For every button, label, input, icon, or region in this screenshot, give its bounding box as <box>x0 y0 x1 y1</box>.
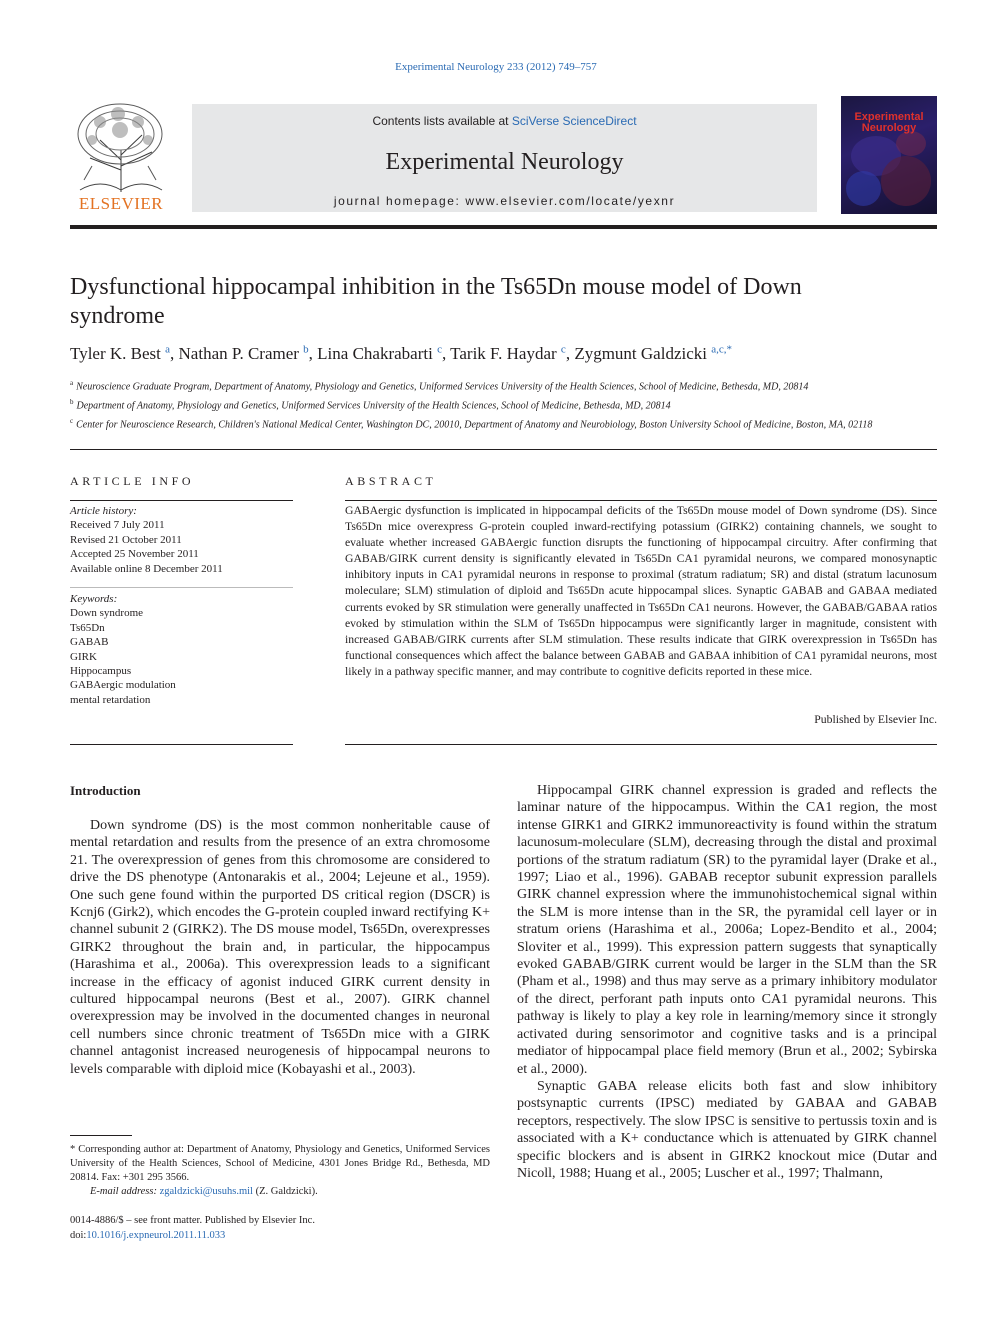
author: Lina Chakrabarti $^c$, <box>317 343 451 363</box>
history-accepted: Accepted 25 November 2011 <box>70 548 199 561</box>
keyword: Hippocampus <box>70 665 132 678</box>
author: Tarik F. Haydar $^c$, <box>450 343 575 363</box>
corresponding-author-footnote <box>70 1143 490 1199</box>
email-suffix: (Z. Galdzicki). <box>255 1186 318 1197</box>
affiliation-rule <box>70 449 937 450</box>
doi-link[interactable]: 10.1016/j.expneurol.2011.11.033 <box>86 1230 226 1241</box>
history-label: Article history: <box>70 505 137 517</box>
journal-name: Experimental Neurology <box>385 149 624 175</box>
abstract-heading: ABSTRACT <box>345 474 437 488</box>
contents-line <box>192 114 817 128</box>
issn-block <box>70 1213 315 1243</box>
left-column <box>70 817 490 1078</box>
affiliation: $^b$ Department of Anatomy, Physiology and Genetics, Uniformed Services University of the Health Sciences, School of Medicine, Bethesda, MD, 20814 <box>70 397 671 412</box>
keyword: GIRK <box>70 650 97 663</box>
sciencedirect-link[interactable]: SciVerse ScienceDirect <box>511 114 637 128</box>
journal-citation[interactable]: Experimental Neurology 233 (2012) 749–757 <box>395 61 597 73</box>
author: Zygmunt Galdzicki $^{a,c,*}$ <box>574 343 732 363</box>
cover-title: Experimental Neurology <box>854 111 924 134</box>
body-paragraph: Down syndrome (DS) is the most common nonheritable cause of mental retardation and results from the presence of an extra chromosome 21. The overexpression of genes from this chromosome are considered to drive the DS phenotype (Antonarakis et al., 2004; Lejeune et al., 1959). One such gene found within the purported DS critical region (DSCR) is Kcnj6 (Girk2), which encodes the G-protein coupled inward rectifying K+ channel subunit 2 (GIRK2). The DS mouse model, Ts65Dn, overexpresses GIRK2 throughout the brain and, in particular, the hippocampus (Harashima et al., 2006a). This overexpression leads to a significant increase in the efficacy of agonist induced GIRK current density in cultured hippocampal neurons (Best et al., 2007). GIRK channel overexpression may be involved in the documented changes in neuronal cell numbers since chronic treatment of Ts65Dn mice with a GIRK channel antagonist increased neurogenesis of hippocampal neurons to levels comparable with diploid mice (Kobayashi et al., 2003). <box>70 818 490 1077</box>
corresponding-text: * Corresponding author at: Department of Anatomy, Physiology and Genetics, Uniformed Services University of the Health Sciences, School of Medicine, 4301 Jones Bridge Rd., Bethesda, MD 20814. Fax: +301 295 3566. <box>70 1144 490 1183</box>
journal-banner <box>192 104 817 212</box>
body-paragraph: Hippocampal GIRK channel expression is graded and reflects the laminar nature of the hippocampus. Within the CA1 region, the most intense GIRK1 and GIRK2 immunoreactivity is found within the stratum lacunosum-moleculare (SLM), decreasing through the distal and proximal portions of the stratum radiatum (SR) to the pyramidal layer (Drake et al., 1997; Liao et al., 1996). GABAB receptor subunit expression parallels GIRK channel expression where the immunohistochemical signal within the SLM is more intense than in the SR, the pyramidal cell layer or in stratum oriens (Harashima et al., 2006a; Lopez-Bendito et al., 2004; Sloviter et al., 1999). This expression pattern suggests that synaptically evoked GABAB/GIRK current would be larger in the SLM than the SR (Pham et al., 1998) and thus may serve as a primary inhibitory modulator of the direct, perforant path inputs onto CA1 pyramidal neurons. This pathway is likely to play a key role in learning/memory since it strongly activated during sensorimotor and cognitive tasks and is a principal mediator of hippocampal place field memory (Brun et al., 2002; Sybirska et al., 2000). <box>517 783 937 1077</box>
right-column <box>517 782 937 1182</box>
contents-prefix: Contents lists available at <box>372 114 512 128</box>
footnote-rule <box>70 1135 132 1136</box>
info-bottom-rule <box>70 744 293 745</box>
article-info-rule <box>70 500 293 501</box>
header-rule <box>70 225 937 229</box>
keyword: Down syndrome <box>70 607 144 620</box>
affiliations <box>70 376 937 432</box>
abstract-rule <box>345 500 937 501</box>
elsevier-wordmark: ELSEVIER <box>78 194 164 213</box>
affiliation: $^a$ Neuroscience Graduate Program, Department of Anatomy, Physiology and Genetics, Uniformed Services University of the Health Sciences, School of Medicine, Bethesda, MD, 20814 <box>70 379 809 393</box>
author: Nathan P. Cramer $^b$, <box>178 343 318 363</box>
article-info-heading: ARTICLE INFO <box>70 474 195 488</box>
journal-homepage-link[interactable]: journal homepage: www.elsevier.com/locate/yexnr <box>333 194 676 208</box>
doi-line: doi:10.1016/j.expneurol.2011.11.033 <box>70 1230 226 1241</box>
keyword: mental retardation <box>70 693 151 706</box>
keywords-rule <box>70 587 293 588</box>
article-title: Dysfunctional hippocampal inhibition in the Ts65Dn mouse model of Down syndrome <box>70 274 802 329</box>
keywords <box>70 592 176 707</box>
keyword: GABAergic modulation <box>70 679 176 692</box>
author-list <box>70 343 937 364</box>
published-by: Published by Elsevier Inc. <box>814 713 937 726</box>
keyword: Ts65Dn <box>70 621 105 634</box>
abstract-text: GABAergic dysfunction is implicated in hippocampal deficits of the Ts65Dn mouse model of Down syndrome (DS). Since Ts65Dn mice overexpress G-protein coupled inward-rectifying potassium (GIRK2) containing channels, we sought to evaluate whether increased GABAergic function disrupts the functioning of hippocampal circuitry. After confirming that GABAB/GIRK current density is significantly elevated in Ts65Dn CA1 pyramidal neurons, we compared monosynaptic inhibitory inputs in CA1 pyramidal neurons in response to proximal (stratum radiatum; SR) and distal (stratum lacunosum moleculare; SLM) stimulation of diploid and Ts65Dn acute hippocampal slices. Synaptic GABAB and GABAA mediated currents evoked by SR stimulation were generally unaffected in Ts65Dn CA1 neurons. However, the GABAB/GABAA ratios evoked by stimulation within the SLM of Ts65Dn hippocampus were significantly larger in magnitude, consistent with increased GABAB/GIRK currents after SLM stimulation. These results indicate that GIRK overexpression in Ts65Dn has functional consequences which affect the balance between GABAB and GABAA inhibition of CA1 pyramidal neurons, most likely in a pathway specific manner, and may contribute to cognitive deficits reported in these mice. <box>345 504 937 678</box>
email-label: E-mail address: <box>90 1186 157 1197</box>
history-received: Received 7 July 2011 <box>70 519 165 532</box>
history-online: Available online 8 December 2011 <box>70 562 223 575</box>
section-heading-introduction: Introduction <box>70 783 141 798</box>
keyword: GABAB <box>70 636 109 649</box>
body-paragraph: Synaptic GABA release elicits both fast and slow inhibitory postsynaptic currents (IPSC) mediated by GABAA and GABAB receptors, respectively. The slow IPSC is sensitive to pertussis toxin and is associated with a K+ conductance which is attenuated by GIRK channel specific blockers and is absent in GIRK2 knockout mice (Dutar and Nicoll, 1988; Huang et al., 2005; Luscher et al., 1997; Thalmann, <box>517 1078 937 1181</box>
keywords-label: Keywords: <box>70 593 118 605</box>
history-revised: Revised 21 October 2011 <box>70 533 182 546</box>
journal-cover-image <box>841 96 937 214</box>
article-history <box>70 504 223 576</box>
email-link[interactable]: zgaldzicki@usuhs.mil <box>159 1186 253 1197</box>
author: Tyler K. Best $^a$, <box>70 343 179 363</box>
journal-header <box>70 96 937 216</box>
abstract-bottom-rule <box>345 744 937 745</box>
affiliation: $^c$ Center for Neuroscience Research, Children's National Medical Center, Washington DC, 20010, Department of Anatomy and Neurobiology, Boston University School of Medicine, Boston, MA, 02118 <box>70 416 873 430</box>
issn-line: 0014-4886/$ – see front matter. Published by Elsevier Inc. <box>70 1215 315 1226</box>
email-line <box>70 1185 490 1199</box>
